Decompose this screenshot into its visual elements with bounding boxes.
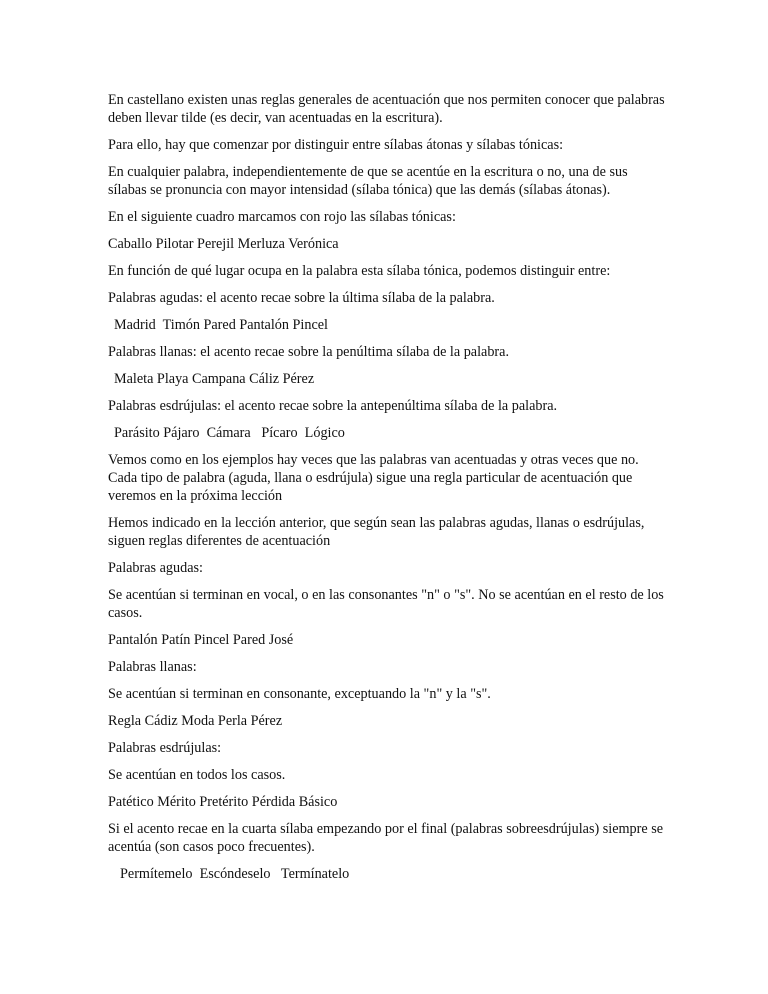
syllables-intro: Para ello, hay que comenzar por distinguir entre sílabas átonas y sílabas tónicas:	[108, 137, 564, 153]
tonic-syllable-definition: En cualquier palabra, independientemente de que se acentúe en la escritura o no, una de sus sílabas se pronuncia con mayor intensidad (sílaba tónica) que las demás (sílabas átonas).	[108, 164, 628, 198]
tonic-examples: Caballo Pilotar Perejil Merluza Verónica	[108, 236, 339, 252]
esdrujulas-examples: Parásito Pájaro Cámara Pícaro Lógico	[114, 425, 345, 441]
agudas-heading: Palabras agudas:	[108, 560, 203, 576]
agudas-examples: Madrid Timón Pared Pantalón Pincel	[114, 317, 328, 333]
classification-intro: En función de qué lugar ocupa en la palabra esta sílaba tónica, podemos distinguir entre:	[108, 263, 611, 279]
document-page	[108, 91, 668, 892]
llanas-heading: Palabras llanas:	[108, 659, 197, 675]
agudas-rule: Se acentúan si terminan en vocal, o en las consonantes "n" o "s". No se acentúan en el resto de los casos.	[108, 587, 664, 621]
esdrujulas-rule: Se acentúan en todos los casos.	[108, 767, 286, 783]
examples-note: Vemos como en los ejemplos hay veces que las palabras van acentuadas y otras veces que no. Cada tipo de palabra (aguda, llana o esdrújula) sigue una regla particular de acentuación que veremos en la próxima lección	[108, 452, 639, 504]
esdrujulas-heading: Palabras esdrújulas:	[108, 740, 222, 756]
llanas-rule-examples: Regla Cádiz Moda Perla Pérez	[108, 713, 283, 729]
agudas-definition: Palabras agudas: el acento recae sobre la última sílaba de la palabra.	[108, 290, 495, 306]
sobreesdrujulas-examples: Permítemelo Escóndeselo Termínatelo	[120, 866, 350, 882]
llanas-definition: Palabras llanas: el acento recae sobre la penúltima sílaba de la palabra.	[108, 344, 510, 360]
intro-paragraph: En castellano existen unas reglas generales de acentuación que nos permiten conocer que palabras deben llevar tilde (es decir, van acentuadas en la escritura).	[108, 92, 665, 126]
llanas-examples: Maleta Playa Campana Cáliz Pérez	[114, 371, 315, 387]
rules-intro: Hemos indicado en la lección anterior, que según sean las palabras agudas, llanas o esdrújulas, siguen reglas diferentes de acentuación	[108, 515, 645, 549]
agudas-rule-examples: Pantalón Patín Pincel Pared José	[108, 632, 294, 648]
esdrujulas-rule-examples: Patético Mérito Pretérito Pérdida Básico	[108, 794, 338, 810]
sobreesdrujulas-rule: Si el acento recae en la cuarta sílaba empezando por el final (palabras sobreesdrújulas) siempre se acentúa (son casos poco frecuentes).	[108, 821, 664, 855]
llanas-rule: Se acentúan si terminan en consonante, exceptuando la "n" y la "s".	[108, 686, 491, 702]
esdrujulas-definition: Palabras esdrújulas: el acento recae sobre la antepenúltima sílaba de la palabra.	[108, 398, 558, 414]
table-intro: En el siguiente cuadro marcamos con rojo las sílabas tónicas:	[108, 209, 456, 225]
